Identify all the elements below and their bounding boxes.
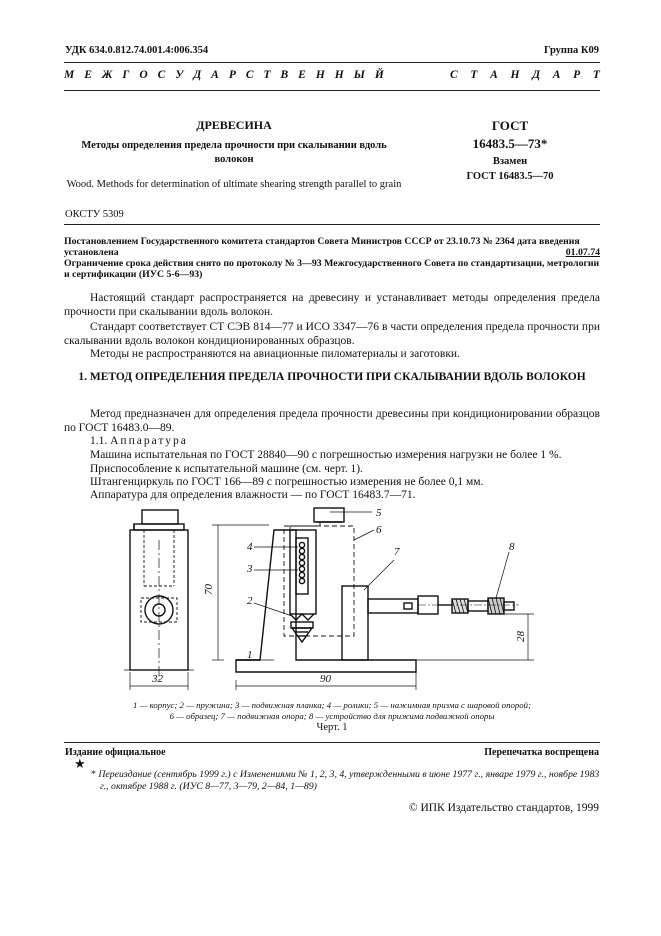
dim-width-left: 32	[152, 673, 163, 685]
copyright: © ИПК Издательство стандартов, 1999	[408, 802, 599, 814]
banner-rule	[64, 90, 600, 91]
replaces-label: Взамен	[492, 156, 528, 167]
group-code: Группа К09	[543, 45, 599, 56]
replaces-gost: ГОСТ 16483.5—70	[466, 171, 554, 182]
subsection-number: 1.1.	[90, 435, 108, 447]
document-title: ДРЕВЕСИНА	[196, 118, 272, 132]
reprint-prohibited: Перепечатка воспрещена	[484, 747, 599, 758]
gost-label: ГОСТ	[491, 118, 529, 133]
movable-support	[342, 586, 368, 660]
footer-rule	[64, 742, 600, 743]
callout-3: 3	[247, 563, 253, 575]
specimen-outline	[284, 526, 354, 636]
subsection-title: Аппаратура	[110, 435, 188, 447]
figure-label: Черт. 1	[316, 722, 348, 733]
top-rule	[64, 62, 600, 63]
banner-word-interstate: М Е Ж Г О С У Д А Р С Т В Е Н Н Ы Й	[64, 69, 384, 81]
fixture-drawing	[64, 500, 600, 696]
apparatus-item-2: Приспособление к испытательной машине (см. черт. 1).	[90, 463, 363, 475]
gost-number: 16483.5—73*	[472, 136, 548, 151]
decree-date: 01.07.74	[565, 247, 600, 258]
method-purpose: Метод предназначен для определения предела прочности древесины при кондиционировании образцов по ГОСТ 16483.0—89.	[64, 408, 600, 434]
dim-length: 90	[320, 673, 331, 685]
caption-line-1: 1 — корпус; 2 — пружина; 3 — подвижная планка; 4 — ролики; 5 — нажимная призма с шаровой опорой;	[133, 700, 531, 710]
standard-banner	[64, 69, 600, 81]
intro-paragraph-1: Настоящий стандарт распространяется на древесину и устанавливает методы определения предела прочности при скалывании вдоль волокон.	[64, 292, 600, 318]
english-title: Wood. Methods for determination of ultimate shearing strength parallel to grain	[66, 179, 402, 190]
apparatus-item-3: Штангенциркуль по ГОСТ 166—89 с погрешностью измерения не более 0,1 мм.	[90, 476, 484, 488]
left-view-cap	[134, 524, 184, 530]
callout-8: 8	[509, 541, 515, 553]
star-mark: ★	[74, 756, 86, 771]
dim-height: 70	[203, 584, 215, 595]
gost-block	[420, 118, 600, 182]
intro-paragraph-3: Методы не распространяются на авиационные пиломатериалы и заготовки.	[90, 348, 460, 360]
document-subtitle: Методы определения предела прочности при скалывании вдоль волокон	[81, 140, 387, 165]
intro-paragraph-2: Стандарт соответствует СТ СЭВ 814—77 и ИСО 3347—76 в части определения предела прочности при скалывании вдоль волокон кондиционированных образцов.	[64, 321, 600, 347]
reissue-footnote	[91, 769, 600, 793]
footnote-text: Переиздание (сентябрь 1999 г.) с Изменениями № 1, 2, 3, 4, утвержденными в июне 1977 г., январе 1979 г., ноябре 1983 г., октябре 1988 г. (ИУС 8—77, 3—79, 2—84, 1—89)	[98, 769, 600, 792]
pressure-prism	[314, 508, 344, 522]
official-edition: Издание официальное	[65, 747, 166, 758]
callout-4: 4	[247, 541, 253, 553]
oksu-rule	[64, 224, 600, 225]
decree-block	[64, 236, 600, 280]
dim-small: 28	[515, 631, 527, 642]
restriction-text: Ограничение срока действия снято по протоколу № 3—93 Межгосударственного Совета по стандартизации, метрологии и сертификации (ИУС 5-6—93)	[64, 258, 600, 280]
oksu-code: ОКСТУ 5309	[65, 209, 124, 220]
figure-caption	[64, 700, 600, 721]
banner-word-standard: С Т А Н Д А Р Т	[450, 69, 600, 81]
callout-1: 1	[247, 649, 253, 661]
callout-7: 7	[394, 546, 400, 558]
apparatus-item-4: Аппаратура для определения влажности — по ГОСТ 16483.7—71.	[90, 489, 416, 501]
subsection-heading	[90, 434, 600, 448]
decree-text: Постановлением Государственного комитета стандартов Совета Министров СССР от 23.10.73 № 2364 дата введения установлена	[64, 236, 580, 258]
apparatus-item-1: Машина испытательная по ГОСТ 28840—90 с погрешностью измерения нагрузки не более 1 %.	[90, 449, 562, 461]
callout-6: 6	[376, 524, 382, 536]
section-1-heading: 1. МЕТОД ОПРЕДЕЛЕНИЯ ПРЕДЕЛА ПРОЧНОСТИ ПРИ СКАЛЫВАНИИ ВДОЛЬ ВОЛОКОН	[78, 371, 586, 383]
footnote-mark: *	[91, 769, 96, 780]
udk-code: УДК 634.0.812.74.001.4:006.354	[65, 45, 209, 56]
side-view-body	[236, 530, 416, 672]
callout-5: 5	[376, 507, 382, 519]
caption-line-2: 6 — образец; 7 — подвижная опора; 8 — устройство для прижима подвижной опоры	[169, 710, 495, 721]
left-view-prism	[142, 510, 178, 524]
callout-2: 2	[247, 595, 253, 607]
